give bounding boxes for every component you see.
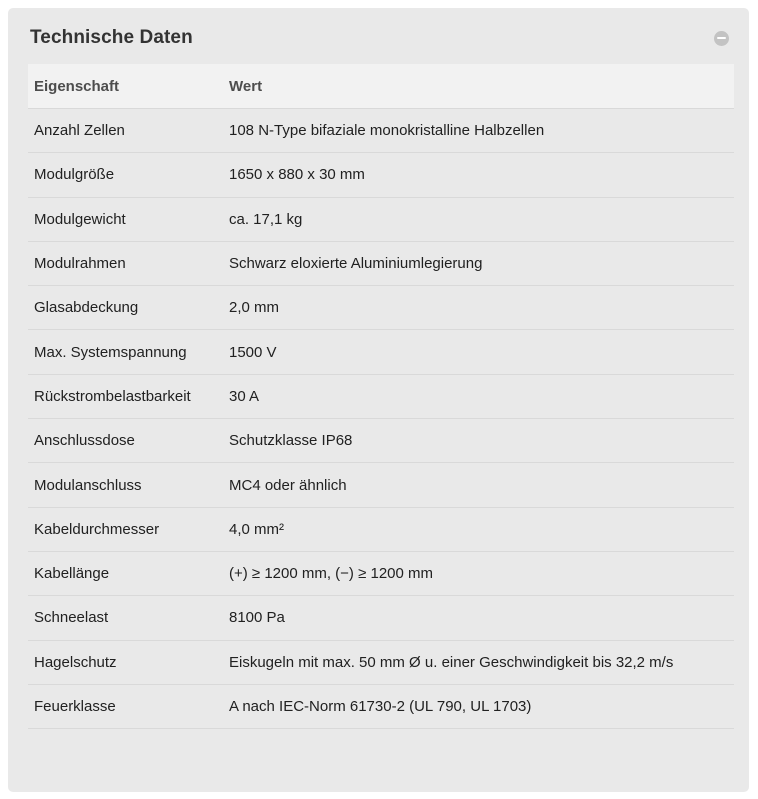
table-row bbox=[28, 152, 734, 196]
table-header-row bbox=[28, 64, 734, 108]
panel-header bbox=[8, 8, 749, 49]
property-cell: Kabellänge bbox=[34, 565, 110, 583]
table-row bbox=[28, 462, 734, 506]
table-row bbox=[28, 507, 734, 551]
panel-title: Technische Daten bbox=[30, 27, 193, 48]
value-cell: 4,0 mm² bbox=[229, 520, 285, 538]
column-header-value: Wert bbox=[229, 77, 263, 95]
property-cell: Schneelast bbox=[34, 609, 109, 627]
table-row bbox=[28, 551, 734, 595]
property-cell: Anzahl Zellen bbox=[34, 122, 125, 140]
property-cell: Kabeldurchmesser bbox=[34, 520, 160, 538]
property-cell: Max. Systemspannung bbox=[34, 343, 187, 361]
table-row bbox=[28, 241, 734, 285]
minus-glyph bbox=[717, 37, 726, 39]
table-row bbox=[28, 418, 734, 462]
table-row bbox=[28, 108, 734, 152]
value-cell: 8100 Pa bbox=[229, 609, 285, 627]
property-cell: Modulgröße bbox=[34, 166, 115, 184]
table-row bbox=[28, 684, 734, 728]
value-cell: 2,0 mm bbox=[229, 299, 280, 317]
collapse-minus-icon[interactable] bbox=[714, 31, 729, 46]
property-cell: Modulanschluss bbox=[34, 476, 142, 494]
value-cell: Schutzklasse IP68 bbox=[229, 432, 353, 450]
value-cell: 1650 x 880 x 30 mm bbox=[229, 166, 365, 184]
property-cell: Anschlussdose bbox=[34, 432, 135, 450]
value-cell: 30 A bbox=[229, 387, 260, 405]
value-cell: 1500 V bbox=[229, 343, 277, 361]
value-cell: 108 N-Type bifaziale monokristalline Halbzellen bbox=[229, 122, 545, 140]
table-row bbox=[28, 374, 734, 418]
value-cell: (+) ≥ 1200 mm, (−) ≥ 1200 mm bbox=[229, 565, 434, 583]
property-cell: Modulrahmen bbox=[34, 255, 126, 273]
value-cell: A nach IEC-Norm 61730-2 (UL 790, UL 1703) bbox=[229, 698, 532, 715]
value-cell: ca. 17,1 kg bbox=[229, 210, 303, 228]
value-cell: Schwarz eloxierte Aluminiumlegierung bbox=[229, 255, 483, 273]
value-cell: MC4 oder ähnlich bbox=[229, 476, 347, 494]
table-row bbox=[28, 329, 734, 373]
column-header-property: Eigenschaft bbox=[34, 77, 120, 95]
table-row bbox=[28, 197, 734, 241]
property-cell: Hagelschutz bbox=[34, 653, 117, 671]
property-cell: Modulgewicht bbox=[34, 210, 126, 228]
property-cell: Feuerklasse bbox=[34, 698, 116, 715]
spec-table bbox=[28, 64, 734, 729]
table-row bbox=[28, 285, 734, 329]
property-cell: Glasabdeckung bbox=[34, 299, 139, 317]
value-cell: Eiskugeln mit max. 50 mm Ø u. einer Geschwindigkeit bis 32,2 m/s bbox=[229, 653, 674, 671]
table-row bbox=[28, 640, 734, 684]
property-cell: Rückstrombelastbarkeit bbox=[34, 387, 191, 405]
table-body bbox=[28, 108, 734, 729]
technical-data-panel bbox=[8, 8, 749, 792]
table-row bbox=[28, 595, 734, 639]
